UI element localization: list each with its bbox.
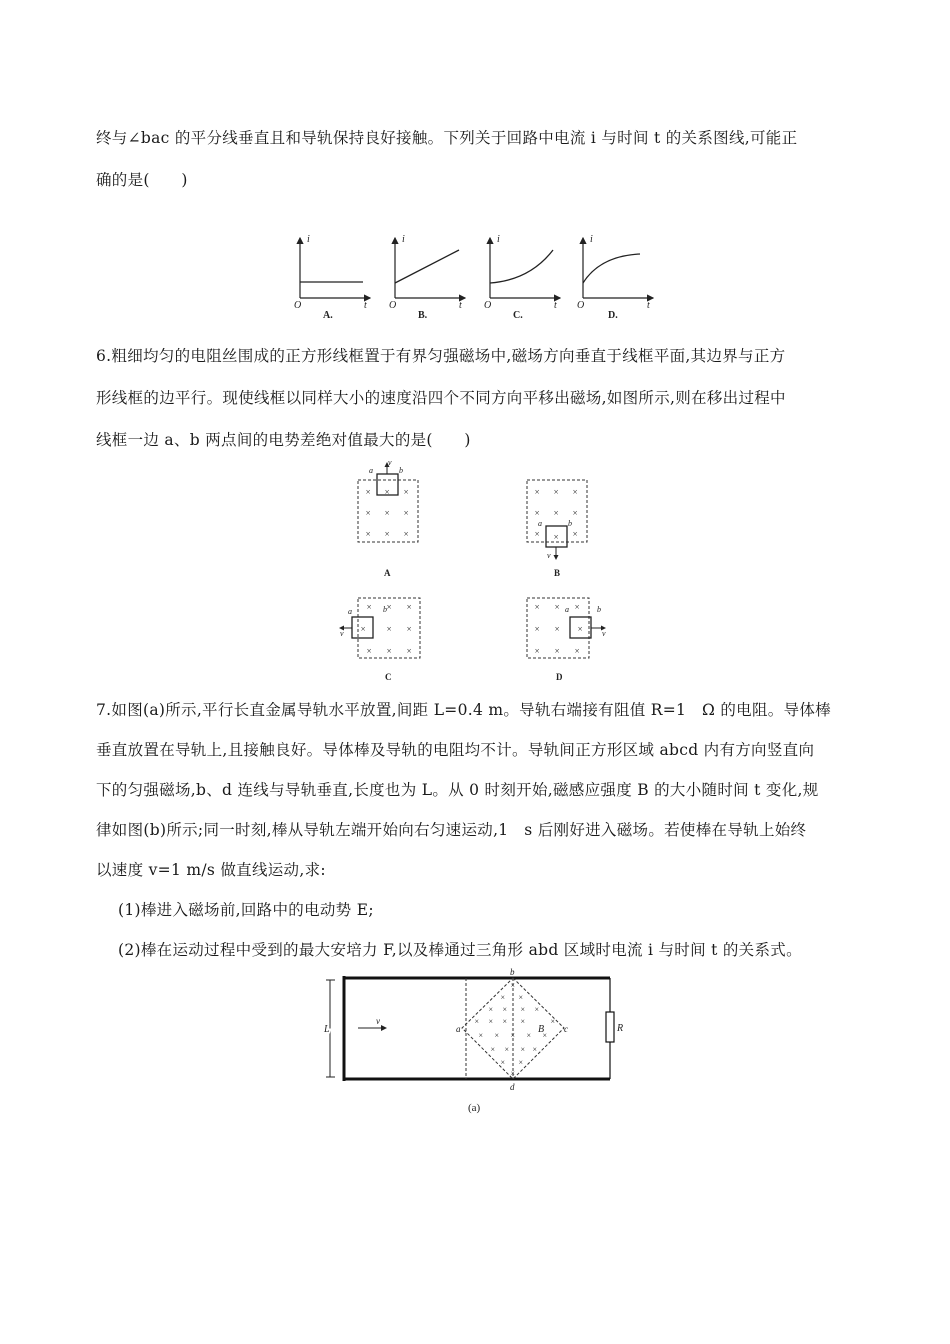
- q7-text-line-4: 律如图(b)所示;同一时刻,棒从导轨左端开始向右匀速运动,1 s 后刚好进入磁场。若使棒在导轨上始终: [96, 821, 807, 839]
- q7-text-line-3: 下的匀强磁场,b、d 连线与导轨垂直,长度也为 L。从 0 时刻开始,磁感应强度 B 的大小随时间 t 变化,规: [96, 781, 819, 799]
- svg-text:×: ×: [403, 529, 410, 539]
- svg-text:×: ×: [572, 508, 579, 518]
- q6b-point-a: a: [538, 519, 542, 528]
- graph-b-origin: O: [389, 300, 397, 311]
- svg-text:×: ×: [365, 529, 372, 539]
- svg-text:×: ×: [553, 532, 560, 542]
- svg-text:×: ×: [534, 508, 541, 518]
- q6a-point-b: b: [399, 466, 403, 475]
- graph-a-origin: O: [294, 300, 302, 311]
- svg-text:×: ×: [572, 529, 579, 539]
- svg-text:×: ×: [532, 1045, 538, 1054]
- q6d-velocity: v: [602, 629, 606, 638]
- svg-text:×: ×: [518, 1058, 524, 1067]
- q7-figure-caption: (a): [468, 1102, 481, 1114]
- q6a-point-a: a: [369, 466, 373, 475]
- q6-figure-c: [340, 598, 420, 682]
- svg-text:×: ×: [386, 624, 393, 634]
- q6c-point-b: b: [383, 605, 387, 614]
- q7-text-line-2: 垂直放置在导轨上,且接触良好。导体棒及导轨的电阻均不计。导轨间正方形区域 abcd 内有方向竖直向: [96, 741, 815, 759]
- svg-text:×: ×: [500, 1058, 506, 1067]
- q7-label-v: v: [376, 1016, 380, 1026]
- graph-a-label: A.: [323, 310, 333, 321]
- svg-text:×: ×: [502, 1017, 508, 1026]
- q6a-label: A: [384, 568, 391, 578]
- q6-figures: [320, 458, 620, 688]
- svg-text:×: ×: [554, 646, 561, 656]
- q6c-velocity: v: [340, 629, 344, 638]
- svg-text:×: ×: [526, 1031, 532, 1040]
- q6d-point-b: b: [597, 605, 601, 614]
- q7-label-b: b: [510, 967, 515, 977]
- graph-b: [389, 234, 465, 321]
- resistor: [606, 1012, 614, 1042]
- svg-text:×: ×: [534, 624, 541, 634]
- q6-figure-a: [358, 458, 418, 578]
- svg-text:×: ×: [520, 1045, 526, 1054]
- q5-text-line-1: 终与∠bac 的平分线垂直且和导轨保持良好接触。下列关于回路中电流 i 与时间 t 的关系图线,可能正: [96, 129, 798, 147]
- svg-text:×: ×: [494, 1031, 500, 1040]
- svg-text:×: ×: [510, 1031, 516, 1040]
- svg-text:×: ×: [574, 602, 581, 612]
- svg-text:×: ×: [474, 1017, 480, 1026]
- svg-text:×: ×: [510, 981, 516, 990]
- svg-text:×: ×: [542, 1031, 548, 1040]
- q7-figure-a: [318, 966, 638, 1116]
- graph-c: [484, 234, 560, 321]
- svg-text:×: ×: [384, 487, 391, 497]
- graph-c-label: C.: [513, 310, 523, 321]
- svg-text:×: ×: [403, 508, 410, 518]
- q6c-label: C: [385, 672, 392, 682]
- svg-text:×: ×: [490, 1045, 496, 1054]
- svg-text:×: ×: [577, 624, 584, 634]
- q6-text-line-3: 线框一边 a、b 两点间的电势差绝对值最大的是( ): [96, 431, 471, 449]
- svg-text:×: ×: [554, 602, 561, 612]
- svg-text:×: ×: [365, 487, 372, 497]
- svg-text:×: ×: [553, 508, 560, 518]
- svg-text:×: ×: [366, 646, 373, 656]
- svg-text:×: ×: [360, 624, 367, 634]
- q7-text-line-5: 以速度 v=1 m/s 做直线运动,求:: [96, 861, 326, 879]
- graph-d-axis-i: i: [590, 234, 593, 245]
- q6b-label: B: [554, 568, 561, 578]
- svg-text:×: ×: [384, 508, 391, 518]
- graph-d-origin: O: [577, 300, 585, 311]
- svg-text:×: ×: [553, 487, 560, 497]
- svg-text:×: ×: [534, 602, 541, 612]
- graph-d-axis-t: t: [647, 300, 650, 311]
- q7-sub-question-1: (1)棒进入磁场前,回路中的电动势 E;: [118, 901, 374, 919]
- q7-label-d: d: [510, 1082, 515, 1092]
- svg-text:×: ×: [534, 646, 541, 656]
- svg-text:×: ×: [500, 993, 506, 1002]
- svg-text:×: ×: [520, 1017, 526, 1026]
- graph-d: [577, 234, 653, 321]
- q6c-point-a: a: [348, 607, 352, 616]
- svg-text:×: ×: [386, 646, 393, 656]
- svg-text:×: ×: [504, 1045, 510, 1054]
- q6-text-line-2: 形线框的边平行。现使线框以同样大小的速度沿四个不同方向平移出磁场,如图所示,则在移出过程中: [96, 389, 786, 407]
- graph-a-axis-t: t: [364, 300, 367, 311]
- q7-label-field-b: B: [538, 1024, 545, 1035]
- q6a-velocity: v: [388, 458, 392, 467]
- svg-text:×: ×: [550, 1017, 556, 1026]
- svg-text:×: ×: [518, 993, 524, 1002]
- graph-c-axis-t: t: [554, 300, 557, 311]
- svg-text:×: ×: [554, 624, 561, 634]
- svg-text:×: ×: [406, 602, 413, 612]
- svg-text:×: ×: [478, 1031, 484, 1040]
- q7-label-l: L: [324, 1024, 330, 1035]
- svg-text:×: ×: [534, 529, 541, 539]
- q7-label-a: a: [456, 1024, 461, 1034]
- graph-c-origin: O: [484, 300, 492, 311]
- q6b-point-b: b: [568, 519, 572, 528]
- svg-text:×: ×: [510, 1069, 516, 1078]
- graph-d-label: D.: [608, 310, 618, 321]
- q6d-point-a: a: [565, 605, 569, 614]
- svg-text:×: ×: [574, 646, 581, 656]
- svg-text:×: ×: [406, 646, 413, 656]
- svg-text:×: ×: [406, 624, 413, 634]
- q6b-velocity: v: [547, 551, 551, 560]
- svg-text:×: ×: [488, 1005, 494, 1014]
- q7-label-c: c: [564, 1024, 568, 1034]
- svg-text:×: ×: [488, 1017, 494, 1026]
- q7-text-line-1: 7.如图(a)所示,平行长直金属导轨水平放置,间距 L=0.4 m。导轨右端接有阻值 R=1 Ω 的电阻。导体棒: [96, 701, 831, 719]
- svg-text:×: ×: [502, 1005, 508, 1014]
- q6-figure-d: [527, 598, 606, 682]
- svg-text:×: ×: [572, 487, 579, 497]
- svg-text:×: ×: [366, 602, 373, 612]
- svg-text:×: ×: [365, 508, 372, 518]
- q6-figure-b: [527, 480, 587, 578]
- graph-b-axis-i: i: [402, 234, 405, 245]
- svg-text:×: ×: [534, 1005, 540, 1014]
- svg-text:×: ×: [403, 487, 410, 497]
- q7-sub-question-2: (2)棒在运动过程中受到的最大安培力 F,以及棒通过三角形 abd 区域时电流 i 与时间 t 的关系式。: [118, 941, 802, 959]
- q7-label-r: R: [617, 1023, 624, 1034]
- graph-a-axis-i: i: [307, 234, 310, 245]
- q5-graph-options: [285, 228, 665, 324]
- q6-text-line-1: 6.粗细均匀的电阻丝围成的正方形线框置于有界匀强磁场中,磁场方向垂直于线框平面,其边界与正方: [96, 347, 786, 365]
- svg-text:×: ×: [534, 487, 541, 497]
- svg-text:×: ×: [520, 1005, 526, 1014]
- graph-b-axis-t: t: [459, 300, 462, 311]
- graph-c-axis-i: i: [497, 234, 500, 245]
- graph-b-label: B.: [418, 310, 428, 321]
- svg-text:×: ×: [386, 602, 393, 612]
- q5-text-line-2: 确的是( ): [96, 171, 188, 189]
- q6d-label: D: [556, 672, 563, 682]
- graph-a: [294, 234, 370, 321]
- svg-text:×: ×: [384, 529, 391, 539]
